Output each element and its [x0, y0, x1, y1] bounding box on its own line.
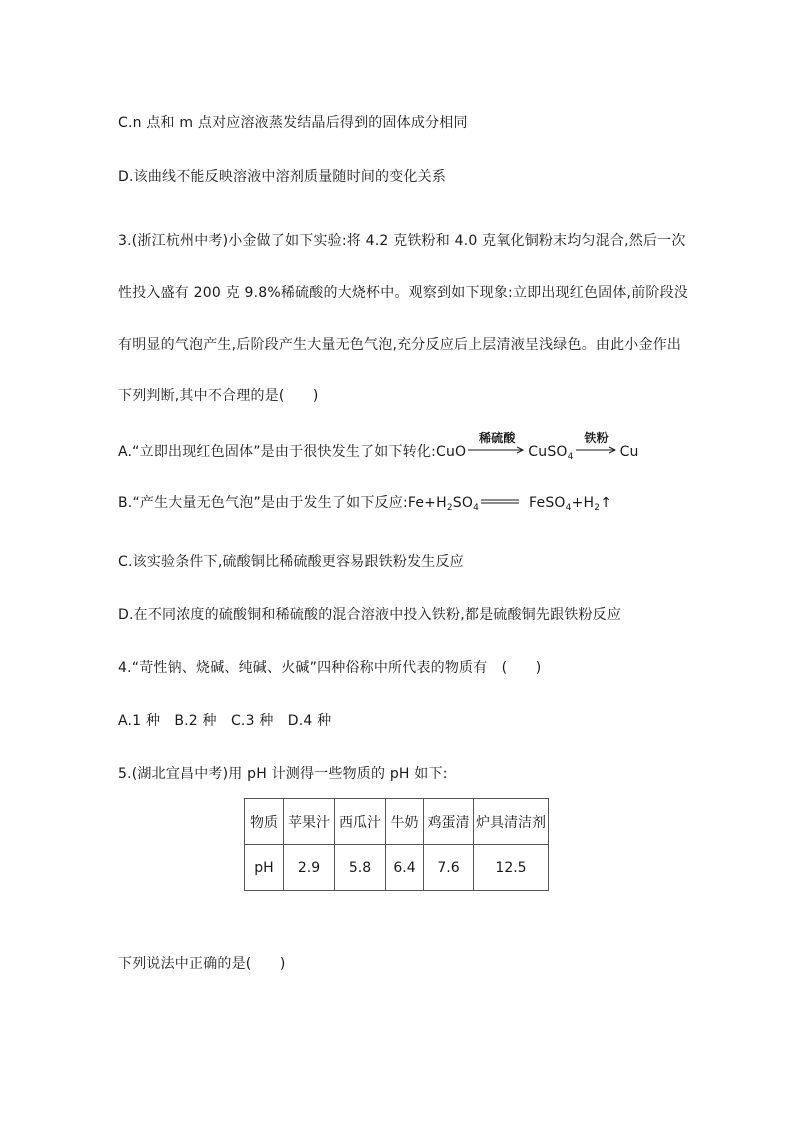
q5-stem: 5.(湖北宜昌中考)用 pH 计测得一些物质的 pH 如下: [118, 766, 448, 782]
q3-stem-line-1: 3.(浙江杭州中考)小金做了如下实验:将 4.2 克铁粉和 4.0 克氧化铜粉末均匀混合,然后一次 [118, 233, 686, 249]
q3-stem-line-2: 性投入盛有 200 克 9.8%稀硫酸的大烧杯中。观察到如下现象:立即出现红色固体,前阶段没 [118, 285, 689, 301]
table-cell: 牛奶 [386, 799, 424, 845]
q3-stem-line-3: 有明显的气泡产生,后阶段产生大量无色气泡,充分反应后上层清液呈浅绿色。由此小金作出 [118, 337, 682, 353]
q2-option-c: C.n 点和 m 点对应溶液蒸发结晶后得到的固体成分相同 [118, 115, 468, 131]
cu-formula: Cu [619, 444, 639, 460]
arrow-1-label: 稀硫酸 [478, 431, 516, 445]
reaction-arrow-1 [468, 431, 526, 461]
ph-table-value-row [245, 845, 549, 891]
table-cell: 7.6 [424, 845, 474, 891]
table-cell: 12.5 [474, 845, 549, 891]
ph-table-header-row [245, 799, 549, 845]
q3-option-a-prefix: A.“立即出现红色固体”是由于很快发生了如下转化:CuO [118, 444, 467, 460]
reaction-arrow-2 [576, 431, 618, 461]
q3-option-a [118, 431, 639, 466]
q3-option-c: C.该实验条件下,硫酸铜比稀硫酸更容易跟铁粉发生反应 [118, 554, 464, 570]
table-cell: 鸡蛋清 [424, 799, 474, 845]
right-arrow-icon [576, 446, 618, 454]
arrow-2-label: 铁粉 [584, 431, 609, 445]
q3-option-d: D.在不同浓度的硫酸铜和稀硫酸的混合溶液中投入铁粉,都是硫酸铜先跟铁粉反应 [118, 607, 622, 623]
table-cell: 炉具清洁剂 [474, 799, 549, 845]
q5-followup: 下列说法中正确的是( ) [118, 956, 286, 972]
q4-stem: 4.“苛性钠、烧碱、纯碱、火碱”四种俗称中所代表的物质有 ( ) [118, 660, 542, 676]
table-cell: 苹果汁 [284, 799, 335, 845]
table-cell: 6.4 [386, 845, 424, 891]
q3-stem-line-4: 下列判断,其中不合理的是( ) [118, 388, 319, 404]
table-cell: 物质 [245, 799, 284, 845]
cuso4-formula: CuSO$_4$ [528, 444, 574, 462]
q2-option-d: D.该曲线不能反映溶液中溶剂质量随时间的变化关系 [118, 169, 447, 185]
right-arrow-icon [468, 446, 526, 454]
table-cell: 2.9 [284, 845, 335, 891]
table-cell: pH [245, 845, 284, 891]
gas-up-arrow-icon: ↑ [600, 495, 613, 511]
table-cell: 5.8 [335, 845, 386, 891]
q4-options: A.1 种 B.2 种 C.3 种 D.4 种 [118, 713, 332, 729]
ph-table [244, 798, 549, 891]
table-cell: 西瓜汁 [335, 799, 386, 845]
equals-sign-icon [481, 494, 521, 512]
q3-option-b: B.“产生大量无色气泡”是由于发生了如下反应$:Fe+H_2SO_4$ $FeSO_4+H_2↑$ [118, 495, 613, 513]
